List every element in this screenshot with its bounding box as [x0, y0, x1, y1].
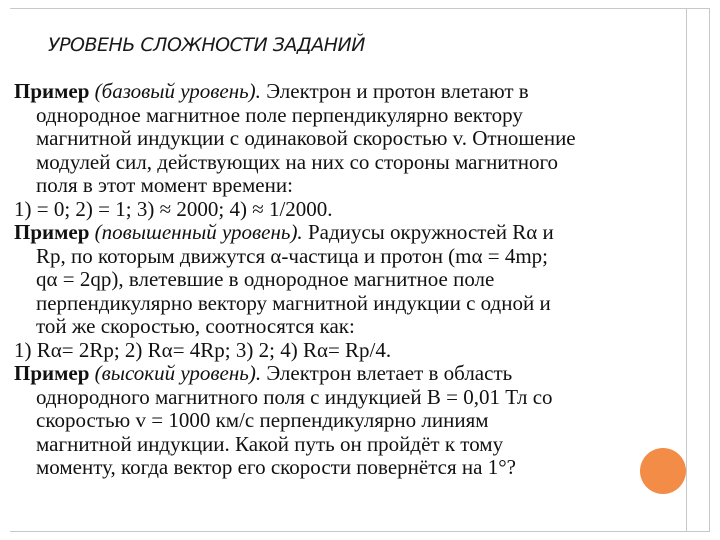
level-label: (высокий уровень). — [89, 361, 262, 385]
text-line: магнитной индукции. Какой путь он пройдёт к тому — [36, 431, 504, 456]
slide-frame-right — [686, 8, 710, 532]
slide-frame-top — [10, 8, 710, 15]
example-basic: Пример (базовый уровень). Электрон и протон влетают в однородное магнитное поле перпендикулярно вектору магнитной индукции с одинаковой скоростью v. Отношение модулей сил, действующих на них со стороны магнитного поля в этот момент времени: — [14, 80, 682, 198]
text-line: моменту, когда вектор его скорости повернётся на 1°? — [36, 455, 516, 479]
text-line: Rp, по которым движутся α-частица и протон (mα = 4mp; — [36, 243, 549, 268]
example-label: Пример — [14, 79, 90, 103]
example-label: Пример — [14, 361, 90, 385]
example-high: Пример (высокий уровень). Электрон влетает в область однородного магнитного поля с индукцией B = 0,01 Тл со скоростью v = 1000 км/с перпендикулярно линиям магнитной индукции. Какой путь он пройдёт к тому моменту, когда вектор его скорости повернётся на 1°? — [14, 362, 682, 480]
text-line: перпендикулярно вектору магнитной индукции с одной и — [36, 290, 551, 315]
text-line: модулей сил, действующих на них со стороны магнитного — [36, 149, 559, 174]
text-line: однородное магнитное поле перпендикулярно вектору — [36, 102, 523, 127]
decorative-circle — [640, 448, 686, 494]
text-line: поля в этот момент времени: — [36, 173, 293, 197]
slide-frame-bottom — [10, 531, 710, 532]
answer-options: 1) = 0; 2) = 1; 3) ≈ 2000; 4) ≈ 1/2000. — [14, 196, 333, 221]
text-line: qα = 2qp), влетевшие в однородное магнитное поле — [36, 267, 495, 291]
level-label: (базовый уровень). — [89, 79, 261, 103]
text-line: магнитной индукции с одинаковой скоростью v. Отношение — [36, 126, 576, 150]
example-advanced: Пример (повышенный уровень). Радиусы окружностей Rα и Rp, по которым движутся α-частица и протон (mα = 4mp; qα = 2qp), влетевшие в однородное магнитное поле перпендикулярно вектору магнитной индукции с одной и той же скоростью, соотносятся как: — [14, 221, 682, 339]
answer-options: 1) Rα= 2Rp; 2) Rα= 4Rp; 3) 2; 4) Rα= Rp/4. — [14, 337, 392, 362]
level-label: (повышенный уровень). — [89, 220, 303, 244]
text-line: той же скоростью, соотносятся как: — [36, 314, 355, 338]
text-line: скоростью v = 1000 км/с перпендикулярно линиям — [36, 408, 489, 432]
text-line: однородного магнитного поля с индукцией B = 0,01 Тл со — [36, 384, 553, 409]
slide-body — [14, 80, 682, 480]
example-label: Пример — [14, 220, 90, 244]
slide-title: УРОВЕНЬ СЛОЖНОСТИ ЗАДАНИЙ — [48, 34, 365, 56]
